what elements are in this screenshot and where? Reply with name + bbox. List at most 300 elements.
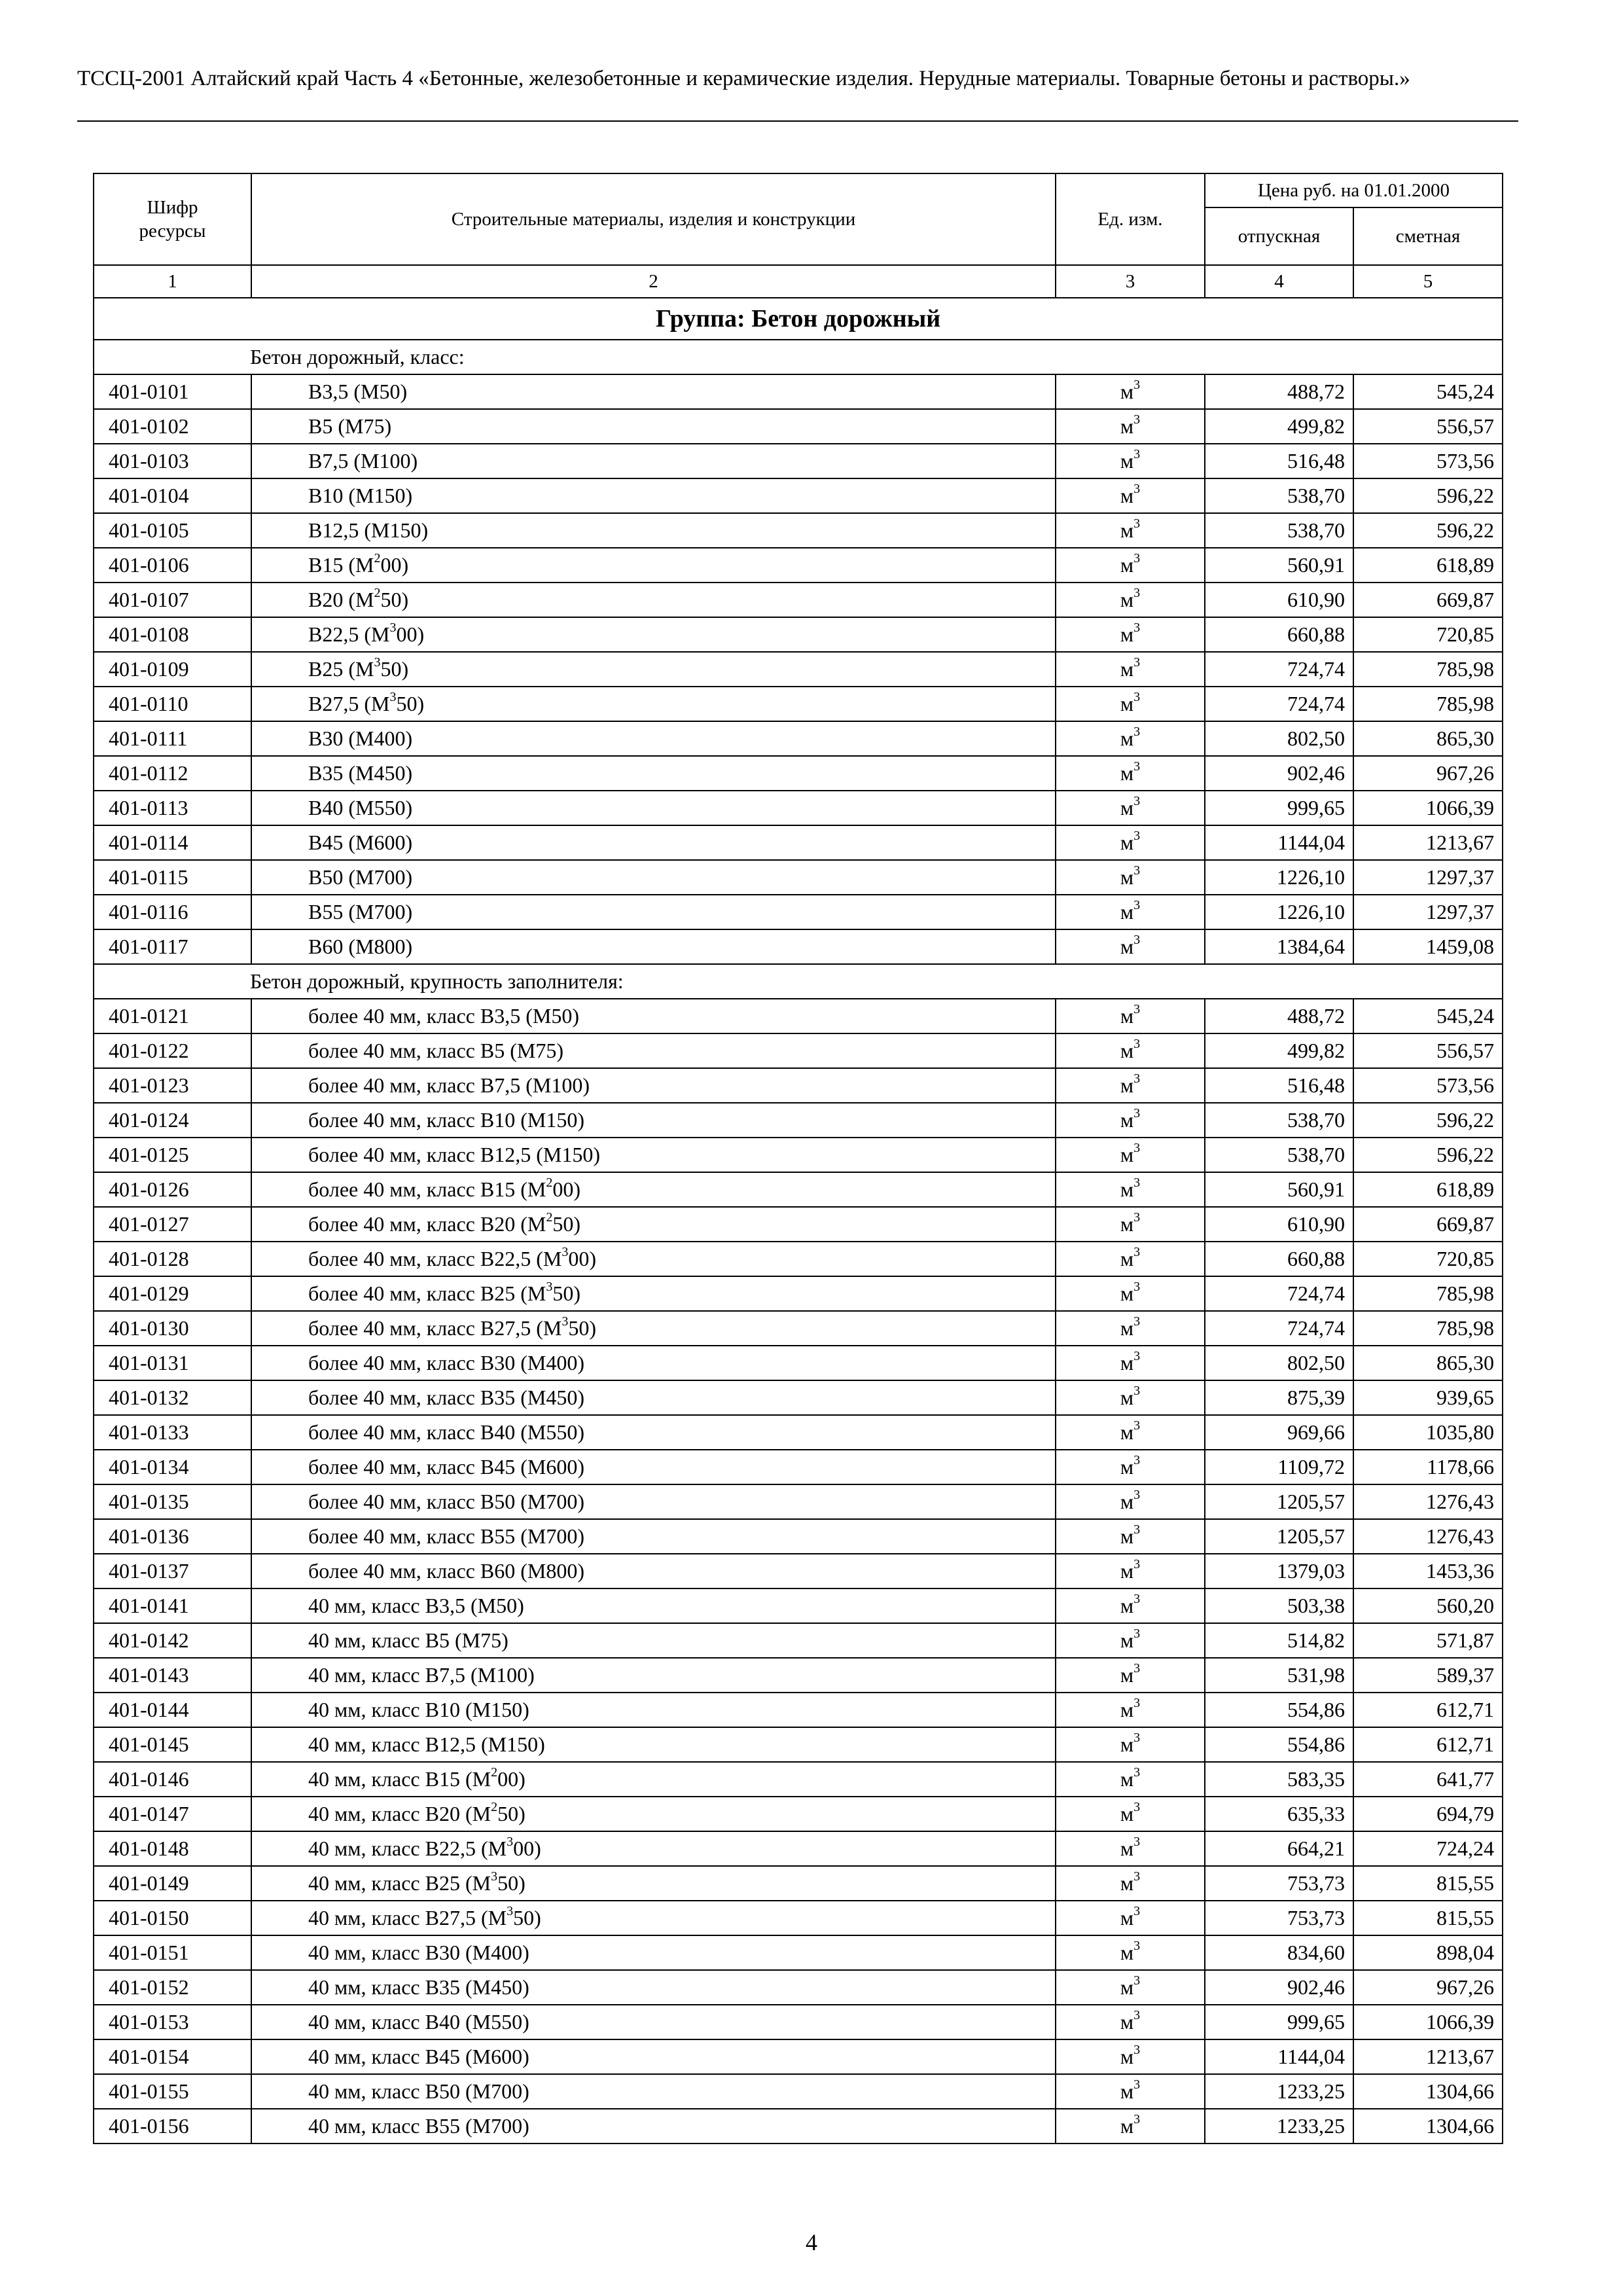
- release-price: 724,74: [1205, 687, 1353, 721]
- resource-code: 401-0143: [94, 1658, 251, 1693]
- release-price: 610,90: [1205, 1207, 1353, 1242]
- estimate-price: 618,89: [1353, 1172, 1503, 1207]
- material-description: [251, 825, 1056, 860]
- release-price: 554,86: [1205, 1727, 1353, 1762]
- unit-superscript: 3: [1133, 447, 1141, 461]
- description-text: В45 (М600): [308, 831, 413, 854]
- unit: [1056, 1380, 1205, 1415]
- release-price: 1144,04: [1205, 825, 1353, 860]
- table-row: [94, 2074, 1503, 2109]
- description-text: 00): [396, 622, 425, 646]
- unit-superscript: 3: [1133, 551, 1141, 565]
- table-row: [94, 687, 1503, 721]
- estimate-price: 1276,43: [1353, 1519, 1503, 1554]
- estimate-price: 596,22: [1353, 1103, 1503, 1138]
- unit: [1056, 721, 1205, 756]
- description-text: 40 мм, класс В3,5 (М50): [308, 1594, 524, 1617]
- table-row: [94, 1658, 1503, 1693]
- material-description: [251, 791, 1056, 825]
- unit-superscript: 3: [1133, 933, 1141, 947]
- resource-code: 401-0148: [94, 1831, 251, 1866]
- material-description: [251, 617, 1056, 652]
- estimate-price: 545,24: [1353, 999, 1503, 1033]
- unit: [1056, 1276, 1205, 1311]
- release-price: 1379,03: [1205, 1554, 1353, 1588]
- description-text: более 40 мм, класс В20 (М: [308, 1212, 546, 1236]
- unit: [1056, 409, 1205, 444]
- release-price: 538,70: [1205, 1138, 1353, 1172]
- resource-code: 401-0109: [94, 652, 251, 687]
- description-text: 40 мм, класс В5 (М75): [308, 1628, 508, 1652]
- description-text: 50): [380, 588, 409, 611]
- material-description: [251, 1172, 1056, 1207]
- estimate-price: 898,04: [1353, 1935, 1503, 1970]
- description-text: более 40 мм, класс В50 (М700): [308, 1490, 584, 1513]
- unit-text: м: [1120, 1420, 1134, 1444]
- table-row: [94, 1693, 1503, 1727]
- resource-code: 401-0115: [94, 860, 251, 895]
- unit-superscript: 3: [1133, 482, 1141, 496]
- table-row: [94, 721, 1503, 756]
- description-text: 40 мм, класс В27,5 (М: [308, 1906, 507, 1929]
- release-price: 635,33: [1205, 1797, 1353, 1831]
- unit-text: м: [1120, 2010, 1134, 2034]
- description-text: В50 (М700): [308, 865, 413, 889]
- description-text: более 40 мм, класс В15 (М: [308, 1177, 546, 1201]
- release-price: 1144,04: [1205, 2039, 1353, 2074]
- table-row: [94, 825, 1503, 860]
- unit-text: м: [1120, 622, 1134, 646]
- material-description: [251, 513, 1056, 548]
- unit-text: м: [1120, 518, 1134, 542]
- column-number: 2: [251, 265, 1056, 298]
- release-price: 1226,10: [1205, 895, 1353, 929]
- resource-code: 401-0101: [94, 374, 251, 409]
- unit: [1056, 1588, 1205, 1623]
- unit-text: м: [1120, 900, 1134, 924]
- unit-superscript: 3: [1133, 1175, 1141, 1190]
- unit: [1056, 1068, 1205, 1103]
- release-price: 834,60: [1205, 1935, 1353, 1970]
- unit: [1056, 1623, 1205, 1658]
- table-row: [94, 374, 1503, 409]
- description-text: 40 мм, класс В45 (М600): [308, 2045, 529, 2068]
- resource-code: 401-0152: [94, 1970, 251, 2005]
- superscript: 3: [507, 1835, 514, 1849]
- unit: [1056, 1138, 1205, 1172]
- material-description: [251, 1831, 1056, 1866]
- unit-text: м: [1120, 1837, 1134, 1860]
- superscript: 3: [562, 1245, 569, 1259]
- release-price: 560,91: [1205, 548, 1353, 583]
- estimate-price: 556,57: [1353, 409, 1503, 444]
- resource-code: 401-0110: [94, 687, 251, 721]
- superscript: 2: [546, 1175, 553, 1190]
- release-price: 488,72: [1205, 374, 1353, 409]
- resource-code: 401-0113: [94, 791, 251, 825]
- estimate-price: 669,87: [1353, 583, 1503, 617]
- release-price: 724,74: [1205, 1311, 1353, 1346]
- table-row: [94, 1450, 1503, 1484]
- estimate-price: 785,98: [1353, 687, 1503, 721]
- resource-code: 401-0108: [94, 617, 251, 652]
- estimate-price: 967,26: [1353, 756, 1503, 791]
- unit-text: м: [1120, 761, 1134, 785]
- unit: [1056, 1831, 1205, 1866]
- release-price: 499,82: [1205, 1033, 1353, 1068]
- release-price: 902,46: [1205, 756, 1353, 791]
- unit-superscript: 3: [1133, 1210, 1141, 1225]
- material-description: [251, 2005, 1056, 2039]
- release-price: 1226,10: [1205, 860, 1353, 895]
- description-text: более 40 мм, класс В30 (М400): [308, 1351, 584, 1374]
- estimate-price: 1304,66: [1353, 2074, 1503, 2109]
- unit: [1056, 1970, 1205, 2005]
- unit-superscript: 3: [1133, 1037, 1141, 1051]
- unit-text: м: [1120, 935, 1134, 958]
- unit-superscript: 3: [1133, 1557, 1141, 1571]
- unit: [1056, 1935, 1205, 1970]
- table-row: [94, 652, 1503, 687]
- description-text: более 40 мм, класс В55 (М700): [308, 1524, 584, 1548]
- unit-text: м: [1120, 1871, 1134, 1895]
- material-description: [251, 652, 1056, 687]
- description-text: более 40 мм, класс В12,5 (М150): [308, 1143, 600, 1166]
- estimate-price: 571,87: [1353, 1623, 1503, 1658]
- resource-code: 401-0151: [94, 1935, 251, 1970]
- header-estimate-price: сметная: [1353, 207, 1503, 265]
- resource-code: 401-0102: [94, 409, 251, 444]
- unit-superscript: 3: [1133, 1418, 1141, 1433]
- header-release-price: отпускная: [1205, 207, 1353, 265]
- resource-code: 401-0132: [94, 1380, 251, 1415]
- unit-superscript: 3: [1133, 1141, 1141, 1155]
- material-description: [251, 895, 1056, 929]
- release-price: 516,48: [1205, 444, 1353, 478]
- title-divider: [77, 120, 1518, 122]
- description-text: более 40 мм, класс В7,5 (М100): [308, 1073, 590, 1097]
- description-text: В22,5 (М: [308, 622, 390, 646]
- table-row: [94, 444, 1503, 478]
- unit-superscript: 3: [1133, 1973, 1141, 1988]
- table-row: [94, 1207, 1503, 1242]
- description-text: В12,5 (М150): [308, 518, 429, 542]
- table-row: [94, 1103, 1503, 1138]
- release-price: 583,35: [1205, 1762, 1353, 1797]
- table-row: [94, 409, 1503, 444]
- release-price: 560,91: [1205, 1172, 1353, 1207]
- unit-superscript: 3: [1133, 1835, 1141, 1849]
- release-price: 999,65: [1205, 2005, 1353, 2039]
- header-code: Шифр ресурсы: [94, 173, 251, 265]
- release-price: 538,70: [1205, 478, 1353, 513]
- unit: [1056, 2005, 1205, 2039]
- table-row: [94, 1311, 1503, 1346]
- material-description: [251, 1623, 1056, 1658]
- unit: [1056, 1172, 1205, 1207]
- material-description: [251, 756, 1056, 791]
- description-text: более 40 мм, класс В22,5 (М: [308, 1247, 562, 1270]
- description-text: 00): [513, 1837, 541, 1860]
- unit-text: м: [1120, 1767, 1134, 1791]
- unit-text: м: [1120, 1698, 1134, 1721]
- material-description: [251, 1242, 1056, 1276]
- material-description: [251, 1346, 1056, 1380]
- material-description: [251, 1311, 1056, 1346]
- description-text: В20 (М: [308, 588, 374, 611]
- estimate-price: 556,57: [1353, 1033, 1503, 1068]
- release-price: 1384,64: [1205, 929, 1353, 964]
- description-text: 40 мм, класс В50 (М700): [308, 2079, 529, 2103]
- material-description: [251, 1519, 1056, 1554]
- description-text: 50): [568, 1316, 596, 1340]
- release-price: 488,72: [1205, 999, 1353, 1033]
- material-description: [251, 478, 1056, 513]
- unit-superscript: 3: [1133, 620, 1141, 635]
- superscript: 3: [546, 1280, 553, 1294]
- unit-superscript: 3: [1133, 655, 1141, 670]
- description-text: В5 (М75): [308, 414, 392, 438]
- table-row: [94, 1866, 1503, 1901]
- superscript: 3: [507, 1904, 514, 1918]
- estimate-price: 939,65: [1353, 1380, 1503, 1415]
- material-description: [251, 1380, 1056, 1415]
- table-body: [94, 340, 1503, 2144]
- release-price: 753,73: [1205, 1901, 1353, 1935]
- unit-superscript: 3: [1133, 794, 1141, 808]
- unit-text: м: [1120, 1941, 1134, 1964]
- unit-text: м: [1120, 1073, 1134, 1097]
- unit-superscript: 3: [1133, 2112, 1141, 2126]
- table-row: [94, 929, 1503, 964]
- resource-code: 401-0137: [94, 1554, 251, 1588]
- resource-code: 401-0122: [94, 1033, 251, 1068]
- unit-superscript: 3: [1133, 1939, 1141, 1953]
- table-row: [94, 1172, 1503, 1207]
- table-row: [94, 2109, 1503, 2144]
- unit-text: м: [1120, 1386, 1134, 1409]
- table-row: [94, 1935, 1503, 1970]
- unit-superscript: 3: [1133, 1280, 1141, 1294]
- table-row: [94, 2005, 1503, 2039]
- estimate-price: 1066,39: [1353, 791, 1503, 825]
- subgroup-label: Бетон дорожный, крупность заполнителя:: [94, 964, 1503, 999]
- unit: [1056, 1033, 1205, 1068]
- resource-code: 401-0111: [94, 721, 251, 756]
- unit: [1056, 1727, 1205, 1762]
- resource-code: 401-0124: [94, 1103, 251, 1138]
- table-row: [94, 895, 1503, 929]
- description-text: 40 мм, класс В40 (М550): [308, 2010, 529, 2034]
- table-row: [94, 1901, 1503, 1935]
- unit: [1056, 2074, 1205, 2109]
- unit-text: м: [1120, 1039, 1134, 1062]
- table-row: [94, 1519, 1503, 1554]
- column-number: 1: [94, 265, 251, 298]
- release-price: 660,88: [1205, 1242, 1353, 1276]
- description-text: 40 мм, класс В12,5 (М150): [308, 1732, 545, 1756]
- table-row: [94, 1346, 1503, 1380]
- description-text: В40 (М550): [308, 796, 413, 819]
- superscript: 3: [389, 690, 397, 704]
- estimate-price: 815,55: [1353, 1866, 1503, 1901]
- superscript: 3: [389, 620, 397, 635]
- material-description: [251, 374, 1056, 409]
- description-text: более 40 мм, класс В45 (М600): [308, 1455, 584, 1479]
- description-text: В60 (М800): [308, 935, 413, 958]
- unit-superscript: 3: [1133, 690, 1141, 704]
- estimate-price: 641,77: [1353, 1762, 1503, 1797]
- resource-code: 401-0145: [94, 1727, 251, 1762]
- release-price: 802,50: [1205, 721, 1353, 756]
- unit: [1056, 687, 1205, 721]
- table-row: [94, 1068, 1503, 1103]
- estimate-price: 865,30: [1353, 1346, 1503, 1380]
- estimate-price: 573,56: [1353, 1068, 1503, 1103]
- description-text: 40 мм, класс В10 (М150): [308, 1698, 529, 1721]
- description-text: более 40 мм, класс В5 (М75): [308, 1039, 563, 1062]
- unit-text: м: [1120, 1455, 1134, 1479]
- unit-superscript: 3: [1133, 1626, 1141, 1641]
- release-price: 802,50: [1205, 1346, 1353, 1380]
- estimate-price: 573,56: [1353, 444, 1503, 478]
- unit: [1056, 1242, 1205, 1276]
- description-text: В30 (М400): [308, 726, 413, 750]
- description-text: 50): [513, 1906, 541, 1929]
- description-text: более 40 мм, класс В60 (М800): [308, 1559, 584, 1583]
- column-number: 4: [1205, 265, 1353, 298]
- material-description: [251, 1207, 1056, 1242]
- estimate-price: 618,89: [1353, 548, 1503, 583]
- unit-superscript: 3: [1133, 1765, 1141, 1780]
- description-text: 00): [497, 1767, 526, 1791]
- release-price: 1233,25: [1205, 2074, 1353, 2109]
- release-price: 753,73: [1205, 1866, 1353, 1901]
- table-row: [94, 478, 1503, 513]
- resource-code: 401-0112: [94, 756, 251, 791]
- resource-code: 401-0121: [94, 999, 251, 1033]
- estimate-price: 785,98: [1353, 1311, 1503, 1346]
- table-row: [94, 1588, 1503, 1623]
- unit-superscript: 3: [1133, 1071, 1141, 1086]
- resource-code: 401-0153: [94, 2005, 251, 2039]
- unit-text: м: [1120, 553, 1134, 577]
- unit-superscript: 3: [1133, 1592, 1141, 1606]
- unit: [1056, 1658, 1205, 1693]
- description-text: В27,5 (М: [308, 692, 390, 715]
- material-description: [251, 929, 1056, 964]
- estimate-price: 865,30: [1353, 721, 1503, 756]
- estimate-price: 694,79: [1353, 1797, 1503, 1831]
- resource-code: 401-0128: [94, 1242, 251, 1276]
- resource-code: 401-0127: [94, 1207, 251, 1242]
- material-description: [251, 1138, 1056, 1172]
- unit-text: м: [1120, 1177, 1134, 1201]
- unit: [1056, 825, 1205, 860]
- material-description: [251, 583, 1056, 617]
- unit-text: м: [1120, 1108, 1134, 1132]
- material-description: [251, 1901, 1056, 1935]
- description-text: более 40 мм, класс В3,5 (М50): [308, 1004, 579, 1028]
- table-row: [94, 2039, 1503, 2074]
- estimate-price: 720,85: [1353, 1242, 1503, 1276]
- table-row: [94, 1797, 1503, 1831]
- unit-superscript: 3: [1133, 1349, 1141, 1363]
- estimate-price: 785,98: [1353, 1276, 1503, 1311]
- description-text: В15 (М: [308, 553, 374, 577]
- unit-superscript: 3: [1133, 829, 1141, 843]
- unit-superscript: 3: [1133, 412, 1141, 427]
- unit-superscript: 3: [1133, 2043, 1141, 2057]
- description-text: 50): [497, 1871, 526, 1895]
- unit-text: м: [1120, 726, 1134, 750]
- release-price: 724,74: [1205, 652, 1353, 687]
- estimate-price: 669,87: [1353, 1207, 1503, 1242]
- unit-text: м: [1120, 1143, 1134, 1166]
- description-text: более 40 мм, класс В35 (М450): [308, 1386, 584, 1409]
- release-price: 724,74: [1205, 1276, 1353, 1311]
- document-title: ТССЦ-2001 Алтайский край Часть 4 «Бетонные, железобетонные и керамические изделия. Нерудные материалы. Товарные бетоны и растворы.»: [77, 67, 1410, 90]
- description-text: 00): [380, 553, 409, 577]
- table-row: [94, 1484, 1503, 1519]
- unit-text: м: [1120, 1559, 1134, 1583]
- unit-text: м: [1120, 1594, 1134, 1617]
- release-price: 610,90: [1205, 583, 1353, 617]
- table-row: [94, 1623, 1503, 1658]
- description-text: более 40 мм, класс В27,5 (М: [308, 1316, 562, 1340]
- estimate-price: 724,24: [1353, 1831, 1503, 1866]
- estimate-price: 1304,66: [1353, 2109, 1503, 2144]
- unit: [1056, 374, 1205, 409]
- unit-text: м: [1120, 1490, 1134, 1513]
- unit: [1056, 999, 1205, 1033]
- table-row: [94, 1831, 1503, 1866]
- description-text: 40 мм, класс В7,5 (М100): [308, 1663, 535, 1687]
- description-text: В3,5 (М50): [308, 380, 408, 403]
- release-price: 999,65: [1205, 791, 1353, 825]
- estimate-price: 1297,37: [1353, 895, 1503, 929]
- release-price: 1109,72: [1205, 1450, 1353, 1484]
- unit: [1056, 1415, 1205, 1450]
- table-row: [94, 617, 1503, 652]
- material-description: [251, 1484, 1056, 1519]
- resource-code: 401-0144: [94, 1693, 251, 1727]
- release-price: 503,38: [1205, 1588, 1353, 1623]
- resource-code: 401-0136: [94, 1519, 251, 1554]
- unit-superscript: 3: [1133, 1384, 1141, 1398]
- subgroup-row: [94, 964, 1503, 999]
- unit-superscript: 3: [1133, 1314, 1141, 1329]
- estimate-price: 596,22: [1353, 513, 1503, 548]
- resource-code: 401-0147: [94, 1797, 251, 1831]
- material-description: [251, 1727, 1056, 1762]
- unit: [1056, 1693, 1205, 1727]
- estimate-price: 1066,39: [1353, 2005, 1503, 2039]
- unit-text: м: [1120, 2114, 1134, 2138]
- unit-text: м: [1120, 1906, 1134, 1929]
- estimate-price: 596,22: [1353, 1138, 1503, 1172]
- description-text: 40 мм, класс В22,5 (М: [308, 1837, 507, 1860]
- unit-text: м: [1120, 1351, 1134, 1374]
- unit-superscript: 3: [1133, 2008, 1141, 2022]
- material-description: [251, 2109, 1056, 2144]
- superscript: 2: [491, 1800, 498, 1814]
- material-description: [251, 721, 1056, 756]
- description-text: 40 мм, класс В55 (М700): [308, 2114, 529, 2138]
- unit-superscript: 3: [1133, 1522, 1141, 1537]
- material-description: [251, 1450, 1056, 1484]
- unit-superscript: 3: [1133, 898, 1141, 912]
